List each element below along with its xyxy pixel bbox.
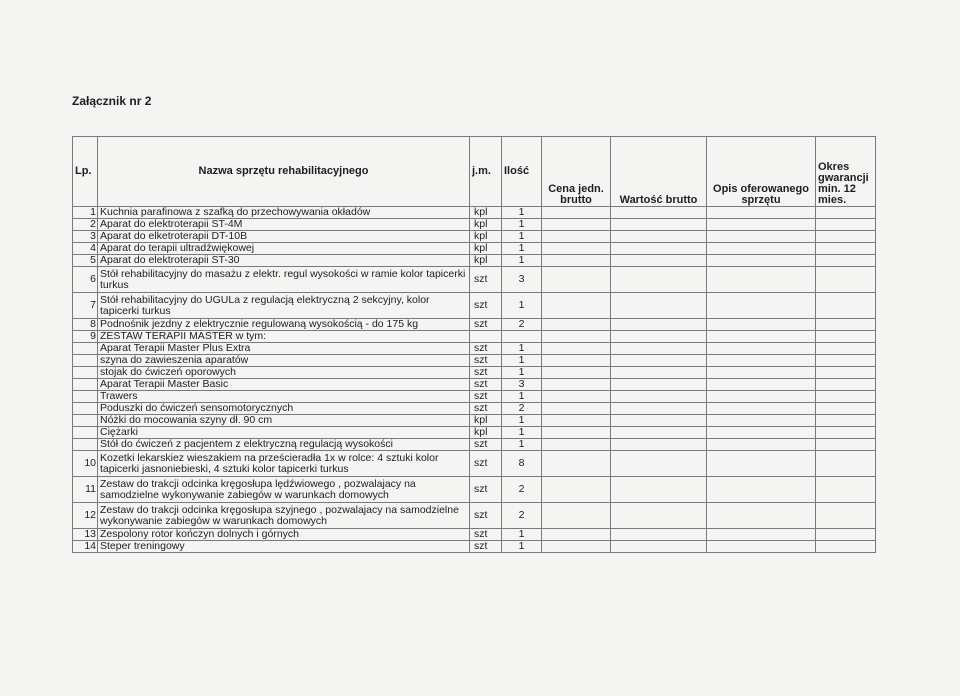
cell-warranty <box>816 343 876 355</box>
cell-description <box>707 243 816 255</box>
cell-qty: 1 <box>502 207 542 219</box>
cell-lp: 9 <box>73 331 98 343</box>
cell-unit-price <box>542 231 611 243</box>
cell-warranty <box>816 503 876 529</box>
cell-description <box>707 403 816 415</box>
cell-qty: 1 <box>502 231 542 243</box>
cell-jm: szt <box>470 343 502 355</box>
cell-unit-price <box>542 415 611 427</box>
cell-name: Stół rehabilitacyjny do UGULa z regulacją elektryczną 2 sekcyjny, kolor tapicerki turkus <box>98 293 470 319</box>
cell-description <box>707 293 816 319</box>
cell-qty: 1 <box>502 219 542 231</box>
table-row <box>73 529 876 541</box>
cell-warranty <box>816 427 876 439</box>
cell-total <box>611 367 707 379</box>
cell-name: Aparat Terapii Master Plus Extra <box>98 343 470 355</box>
cell-qty: 2 <box>502 319 542 331</box>
cell-jm: szt <box>470 293 502 319</box>
cell-lp: 13 <box>73 529 98 541</box>
cell-total <box>611 319 707 331</box>
table-row <box>73 207 876 219</box>
table-row <box>73 267 876 293</box>
table-row <box>73 477 876 503</box>
cell-name: Aparat do terapii ultradźwiękowej <box>98 243 470 255</box>
cell-jm: kpl <box>470 219 502 231</box>
cell-description <box>707 451 816 477</box>
cell-lp <box>73 439 98 451</box>
cell-unit-price <box>542 331 611 343</box>
table-row <box>73 243 876 255</box>
cell-name: Stół do ćwiczeń z pacjentem z elektryczną regulacją wysokości <box>98 439 470 451</box>
cell-jm: szt <box>470 477 502 503</box>
cell-name: Ciężarki <box>98 427 470 439</box>
header-name: Nazwa sprzętu rehabilitacyjnego <box>98 137 470 207</box>
cell-lp: 5 <box>73 255 98 267</box>
cell-lp <box>73 343 98 355</box>
cell-lp: 8 <box>73 319 98 331</box>
cell-warranty <box>816 293 876 319</box>
cell-name: szyna do zawieszenia aparatów <box>98 355 470 367</box>
cell-qty: 1 <box>502 255 542 267</box>
table-row <box>73 293 876 319</box>
cell-name: Aparat do elketroterapii DT-10B <box>98 231 470 243</box>
cell-warranty <box>816 439 876 451</box>
table-row <box>73 343 876 355</box>
cell-warranty <box>816 231 876 243</box>
cell-qty: 3 <box>502 267 542 293</box>
cell-name: Zestaw do trakcji odcinka kręgosłupa lędźwiowego , pozwalajacy na samodzielne wykonywanie zabiegów w warunkach domowych <box>98 477 470 503</box>
cell-lp <box>73 403 98 415</box>
header-total: Wartość brutto <box>611 137 707 207</box>
cell-description <box>707 391 816 403</box>
cell-unit-price <box>542 343 611 355</box>
cell-lp: 4 <box>73 243 98 255</box>
page-title: Załącznik nr 2 <box>72 94 152 108</box>
cell-name: Zestaw do trakcji odcinka kręgosłupa szyjnego , pozwalajacy na samodzielne wykonywanie zabiegów w warunkach domowych <box>98 503 470 529</box>
cell-jm: szt <box>470 391 502 403</box>
cell-jm: kpl <box>470 427 502 439</box>
cell-lp: 12 <box>73 503 98 529</box>
table-row <box>73 255 876 267</box>
cell-total <box>611 439 707 451</box>
cell-warranty <box>816 451 876 477</box>
cell-lp <box>73 415 98 427</box>
cell-jm: kpl <box>470 243 502 255</box>
cell-description <box>707 355 816 367</box>
cell-warranty <box>816 391 876 403</box>
cell-jm: szt <box>470 451 502 477</box>
cell-total <box>611 451 707 477</box>
cell-jm: szt <box>470 529 502 541</box>
cell-total <box>611 219 707 231</box>
cell-total <box>611 243 707 255</box>
cell-description <box>707 415 816 427</box>
cell-unit-price <box>542 255 611 267</box>
table-row <box>73 503 876 529</box>
table-row <box>73 403 876 415</box>
cell-qty: 1 <box>502 529 542 541</box>
cell-description <box>707 367 816 379</box>
cell-lp <box>73 379 98 391</box>
cell-lp: 11 <box>73 477 98 503</box>
cell-lp: 10 <box>73 451 98 477</box>
cell-warranty <box>816 331 876 343</box>
cell-total <box>611 207 707 219</box>
cell-total <box>611 541 707 553</box>
cell-lp <box>73 427 98 439</box>
cell-jm: kpl <box>470 207 502 219</box>
cell-unit-price <box>542 319 611 331</box>
cell-qty: 1 <box>502 439 542 451</box>
table-row <box>73 219 876 231</box>
header-qty: Ilość <box>502 137 542 207</box>
cell-qty: 1 <box>502 367 542 379</box>
cell-jm <box>470 331 502 343</box>
cell-qty <box>502 331 542 343</box>
cell-description <box>707 343 816 355</box>
cell-total <box>611 379 707 391</box>
cell-warranty <box>816 415 876 427</box>
cell-name: Trawers <box>98 391 470 403</box>
cell-qty: 3 <box>502 379 542 391</box>
table-body <box>73 207 876 553</box>
cell-jm: szt <box>470 319 502 331</box>
table-header-row <box>73 137 876 207</box>
cell-name: Podnośnik jezdny z elektrycznie regulowaną wysokością - do 175 kg <box>98 319 470 331</box>
cell-qty: 2 <box>502 503 542 529</box>
cell-unit-price <box>542 403 611 415</box>
cell-description <box>707 231 816 243</box>
cell-unit-price <box>542 207 611 219</box>
cell-unit-price <box>542 243 611 255</box>
cell-jm: szt <box>470 541 502 553</box>
cell-name: Stół rehabilitacyjny do masażu z elektr. regul wysokości w ramie kolor tapicerki turkus <box>98 267 470 293</box>
cell-warranty <box>816 267 876 293</box>
cell-qty: 1 <box>502 427 542 439</box>
cell-total <box>611 529 707 541</box>
cell-description <box>707 267 816 293</box>
cell-warranty <box>816 219 876 231</box>
cell-description <box>707 319 816 331</box>
cell-qty: 1 <box>502 355 542 367</box>
cell-total <box>611 355 707 367</box>
cell-unit-price <box>542 477 611 503</box>
cell-total <box>611 415 707 427</box>
cell-total <box>611 331 707 343</box>
cell-description <box>707 379 816 391</box>
cell-name: Aparat Terapii Master Basic <box>98 379 470 391</box>
cell-total <box>611 343 707 355</box>
cell-description <box>707 331 816 343</box>
cell-total <box>611 403 707 415</box>
cell-warranty <box>816 255 876 267</box>
cell-total <box>611 267 707 293</box>
cell-lp <box>73 391 98 403</box>
cell-name: Poduszki do ćwiczeń sensomotorycznych <box>98 403 470 415</box>
cell-description <box>707 529 816 541</box>
cell-jm: szt <box>470 355 502 367</box>
cell-unit-price <box>542 451 611 477</box>
cell-jm: szt <box>470 367 502 379</box>
cell-qty: 1 <box>502 415 542 427</box>
cell-jm: kpl <box>470 231 502 243</box>
cell-qty: 1 <box>502 343 542 355</box>
table-row <box>73 379 876 391</box>
cell-total <box>611 427 707 439</box>
cell-lp: 6 <box>73 267 98 293</box>
cell-unit-price <box>542 541 611 553</box>
cell-description <box>707 207 816 219</box>
cell-name: ZESTAW TERAPII MASTER w tym: <box>98 331 470 343</box>
cell-warranty <box>816 403 876 415</box>
cell-description <box>707 219 816 231</box>
cell-description <box>707 255 816 267</box>
table-row <box>73 415 876 427</box>
cell-unit-price <box>542 427 611 439</box>
cell-total <box>611 293 707 319</box>
table-row <box>73 451 876 477</box>
cell-total <box>611 477 707 503</box>
cell-jm: kpl <box>470 255 502 267</box>
cell-lp <box>73 355 98 367</box>
table-row <box>73 355 876 367</box>
cell-name: Aparat do elektroterapii ST-30 <box>98 255 470 267</box>
header-unit-price: Cena jedn. brutto <box>542 137 611 207</box>
table-row <box>73 367 876 379</box>
table-row <box>73 231 876 243</box>
cell-unit-price <box>542 439 611 451</box>
header-lp: Lp. <box>73 137 98 207</box>
cell-lp: 2 <box>73 219 98 231</box>
equipment-table <box>72 136 876 553</box>
table-row <box>73 427 876 439</box>
table-row <box>73 541 876 553</box>
cell-unit-price <box>542 367 611 379</box>
cell-qty: 8 <box>502 451 542 477</box>
header-jm: j.m. <box>470 137 502 207</box>
cell-warranty <box>816 207 876 219</box>
cell-qty: 1 <box>502 293 542 319</box>
cell-unit-price <box>542 503 611 529</box>
cell-unit-price <box>542 355 611 367</box>
header-description: Opis oferowanego sprzętu <box>707 137 816 207</box>
cell-description <box>707 503 816 529</box>
cell-qty: 2 <box>502 477 542 503</box>
cell-total <box>611 231 707 243</box>
cell-name: Zespolony rotor kończyn dolnych i górnych <box>98 529 470 541</box>
header-warranty: Okres gwarancji min. 12 mies. <box>816 137 876 207</box>
cell-name: Aparat do elektroterapii ST-4M <box>98 219 470 231</box>
cell-total <box>611 391 707 403</box>
cell-name: Nóżki do mocowania szyny dł. 90 cm <box>98 415 470 427</box>
cell-unit-price <box>542 267 611 293</box>
cell-unit-price <box>542 219 611 231</box>
cell-unit-price <box>542 529 611 541</box>
cell-description <box>707 439 816 451</box>
cell-warranty <box>816 379 876 391</box>
cell-name: Kuchnia parafinowa z szafką do przechowywania okładów <box>98 207 470 219</box>
cell-qty: 1 <box>502 243 542 255</box>
cell-description <box>707 477 816 503</box>
cell-description <box>707 427 816 439</box>
table-row <box>73 391 876 403</box>
cell-qty: 2 <box>502 403 542 415</box>
cell-jm: szt <box>470 379 502 391</box>
cell-name: stojak do ćwiczeń oporowych <box>98 367 470 379</box>
cell-lp <box>73 367 98 379</box>
cell-warranty <box>816 477 876 503</box>
table-row <box>73 331 876 343</box>
cell-warranty <box>816 529 876 541</box>
cell-name: Steper treningowy <box>98 541 470 553</box>
cell-lp: 14 <box>73 541 98 553</box>
cell-lp: 7 <box>73 293 98 319</box>
cell-warranty <box>816 367 876 379</box>
cell-total <box>611 503 707 529</box>
table-row <box>73 319 876 331</box>
cell-jm: szt <box>470 403 502 415</box>
cell-jm: szt <box>470 503 502 529</box>
cell-qty: 1 <box>502 541 542 553</box>
cell-qty: 1 <box>502 391 542 403</box>
cell-lp: 1 <box>73 207 98 219</box>
cell-jm: kpl <box>470 415 502 427</box>
cell-jm: szt <box>470 267 502 293</box>
cell-lp: 3 <box>73 231 98 243</box>
table-row <box>73 439 876 451</box>
cell-name: Kozetki lekarskiez wieszakiem na prześcieradła 1x w rolce: 4 sztuki kolor tapicerki jasnoniebieski, 4 sztuki kolor tapicerki turkus <box>98 451 470 477</box>
cell-unit-price <box>542 379 611 391</box>
cell-unit-price <box>542 391 611 403</box>
cell-total <box>611 255 707 267</box>
cell-warranty <box>816 541 876 553</box>
cell-description <box>707 541 816 553</box>
cell-jm: szt <box>470 439 502 451</box>
cell-unit-price <box>542 293 611 319</box>
cell-warranty <box>816 355 876 367</box>
cell-warranty <box>816 243 876 255</box>
cell-warranty <box>816 319 876 331</box>
